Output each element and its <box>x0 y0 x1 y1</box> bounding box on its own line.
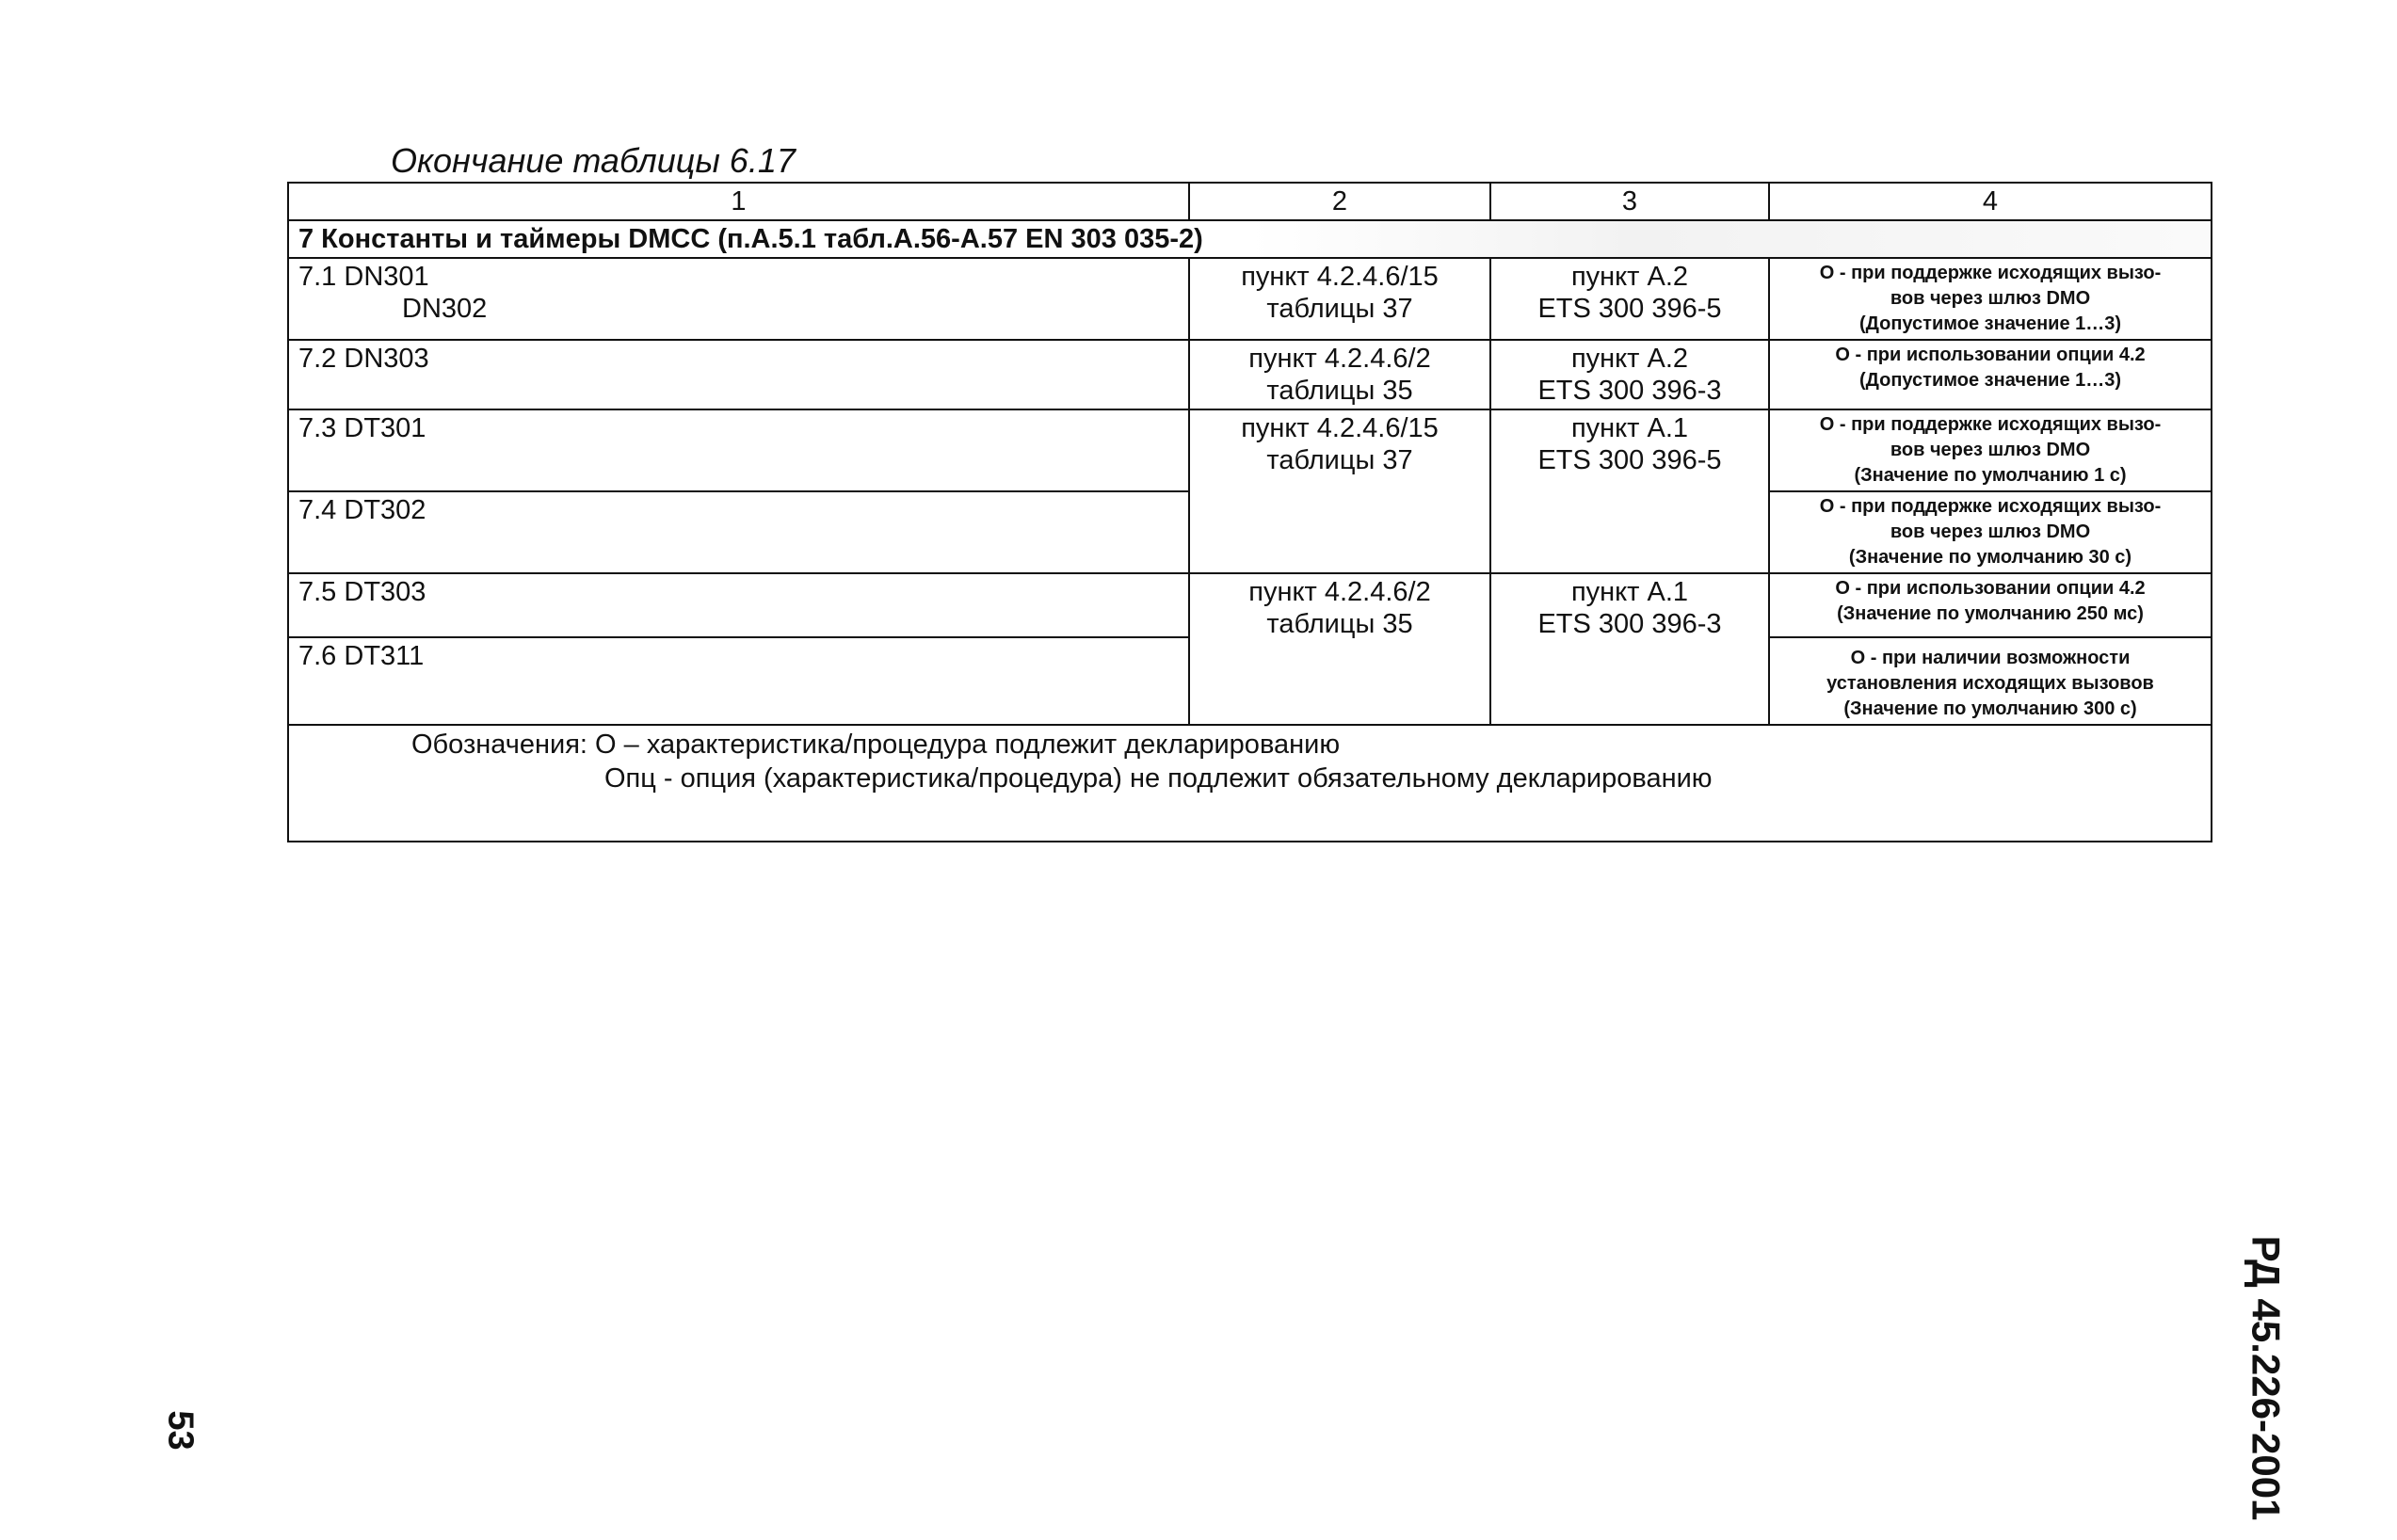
ref-line: таблицы 37 <box>1266 294 1413 324</box>
ref-line: пункт 4.2.4.6/2 <box>1248 344 1431 374</box>
status-line: (Значение по умолчанию 1 с) <box>1854 465 2127 486</box>
standard-cell <box>1490 258 1769 340</box>
ref-line: таблицы 37 <box>1266 445 1413 475</box>
section-title: 7 Константы и таймеры DMCC (п.А.5.1 табл.А.56-А.57 EN 303 035-2) <box>288 220 2212 258</box>
header-cell-2: 2 <box>1189 183 1490 220</box>
header-cell-4: 4 <box>1769 183 2212 220</box>
status-cell <box>1769 258 2212 340</box>
status-line: вов через шлюз DMO <box>1890 440 2091 460</box>
param-name: 7.3 DT301 <box>298 413 426 443</box>
legend-line-optional: Опц - опция (характеристика/процедура) не подлежит обязательному декларированию <box>604 763 1713 794</box>
status-line: (Допустимое значение 1…3) <box>1858 313 2122 334</box>
ref-line: пункт 4.2.4.6/2 <box>1248 577 1431 607</box>
notes-cell <box>288 725 2212 842</box>
standard-line: пункт А.1 <box>1570 577 1689 607</box>
document-id: РД 45.226-2001 <box>2244 1235 2289 1521</box>
table-row <box>288 340 2212 409</box>
ref-line: пункт 4.2.4.6/15 <box>1241 413 1439 443</box>
param-name: 7.1 DN301 <box>298 262 429 292</box>
status-line: (Допустимое значение 1…3) <box>1858 370 2122 391</box>
param-name: 7.4 DT302 <box>298 495 426 525</box>
status-line: (Значение по умолчанию 250 мс) <box>1837 603 2144 624</box>
ref-cell <box>1189 573 1490 725</box>
status-line: (Значение по умолчанию 300 с) <box>1843 698 2137 719</box>
status-line: О - при поддержке исходящих вызо- <box>1819 263 2162 283</box>
standard-line: пункт А.1 <box>1570 413 1689 443</box>
table-caption: Окончание таблицы 6.17 <box>391 141 796 180</box>
ref-cell <box>1189 258 1490 340</box>
status-cell <box>1769 491 2212 573</box>
legend-line-mandatory: Обозначения: О – характеристика/процедура подлежит декларированию <box>411 730 1341 760</box>
status-line: установления исходящих вызовов <box>1826 673 2154 694</box>
status-line: (Значение по умолчанию 30 с) <box>1848 547 2132 568</box>
ref-line: пункт 4.2.4.6/15 <box>1241 262 1439 292</box>
header-cell-3: 3 <box>1490 183 1769 220</box>
param-cell <box>288 258 1189 340</box>
param-name: 7.6 DT311 <box>298 641 425 671</box>
param-name: DN302 <box>402 294 488 324</box>
status-cell <box>1769 573 2212 637</box>
status-line: О - при поддержке исходящих вызо- <box>1819 496 2162 517</box>
page-number: 53 <box>160 1410 201 1451</box>
status-line: вов через шлюз DMO <box>1890 288 2091 309</box>
status-cell <box>1769 409 2212 491</box>
status-line: вов через шлюз DMO <box>1890 521 2091 542</box>
spec-table <box>287 182 2212 842</box>
standard-line: пункт А.2 <box>1570 262 1689 292</box>
standard-line: пункт А.2 <box>1570 344 1689 374</box>
standard-cell <box>1490 409 1769 573</box>
status-line: О - при использовании опции 4.2 <box>1835 578 2146 599</box>
status-line: О - при поддержке исходящих вызо- <box>1819 414 2162 435</box>
status-cell <box>1769 637 2212 725</box>
param-cell <box>288 491 1189 573</box>
param-cell <box>288 409 1189 491</box>
standard-line: ETS 300 396-5 <box>1537 294 1722 324</box>
standard-cell <box>1490 340 1769 409</box>
param-cell <box>288 573 1189 637</box>
ref-cell <box>1189 409 1490 573</box>
ref-line: таблицы 35 <box>1266 609 1413 639</box>
param-cell <box>288 340 1189 409</box>
ref-line: таблицы 35 <box>1266 376 1413 406</box>
notes-row <box>288 725 2212 842</box>
status-line: О - при использовании опции 4.2 <box>1835 345 2146 365</box>
table-row <box>288 409 2212 491</box>
header-row <box>288 183 2212 220</box>
status-line: О - при наличии возможности <box>1850 648 2131 668</box>
standard-line: ETS 300 396-3 <box>1537 376 1722 406</box>
standard-line: ETS 300 396-5 <box>1537 445 1722 475</box>
header-cell-1: 1 <box>288 183 1189 220</box>
section-row <box>288 220 2212 258</box>
status-cell <box>1769 340 2212 409</box>
param-name: 7.2 DN303 <box>298 344 429 374</box>
ref-cell <box>1189 340 1490 409</box>
standard-cell <box>1490 573 1769 725</box>
table-row <box>288 258 2212 340</box>
table-row <box>288 573 2212 637</box>
param-cell <box>288 637 1189 725</box>
standard-line: ETS 300 396-3 <box>1537 609 1722 639</box>
param-name: 7.5 DT303 <box>298 577 426 607</box>
